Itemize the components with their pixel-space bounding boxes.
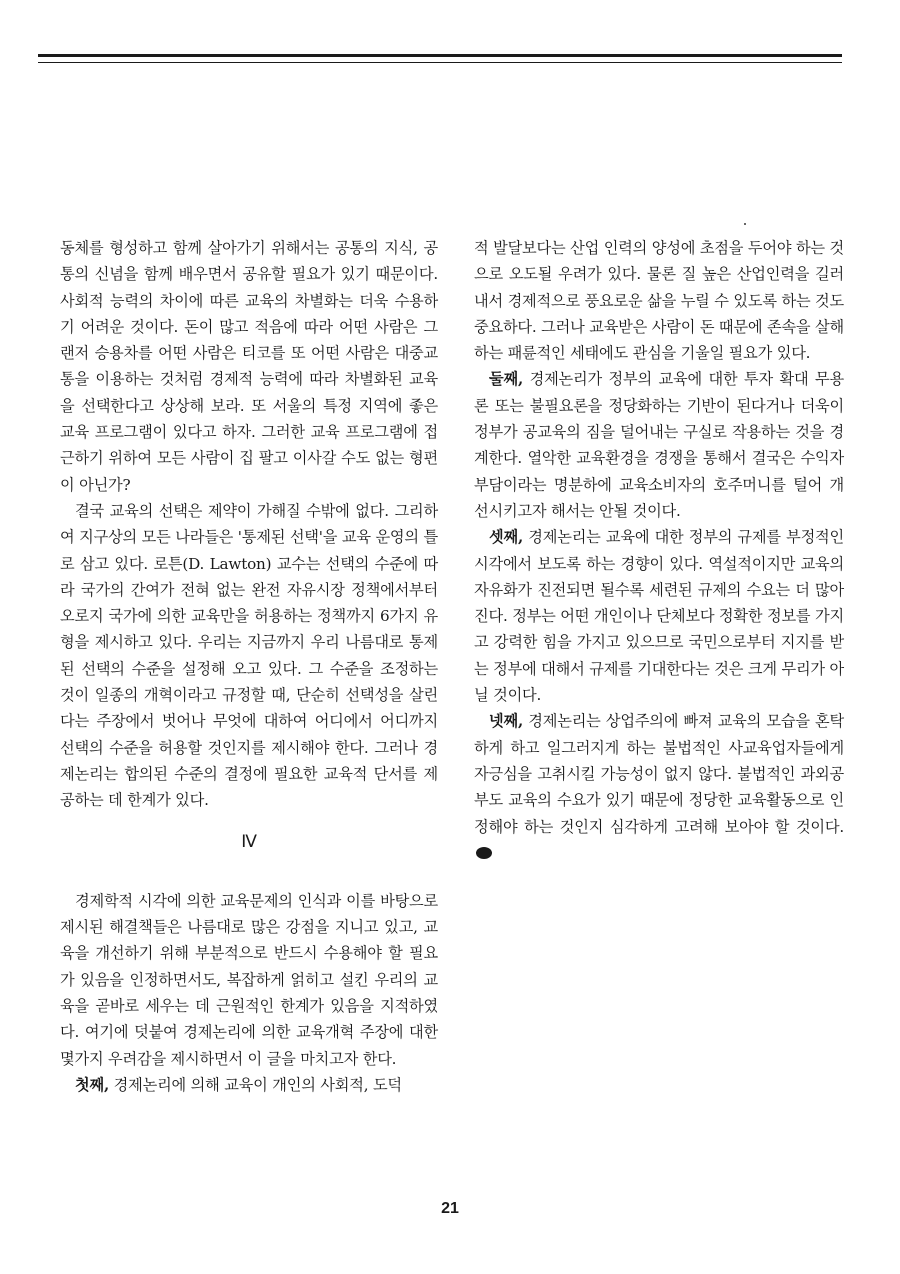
left-paragraph-4: [60, 1072, 438, 1098]
page-number: 21: [441, 1200, 459, 1217]
point-text-fourth: 경제논리는 상업주의에 빠져 교육의 모습을 혼탁하게 하고 일그러지게 하는 불법적인 사교육업자들에게 자긍심을 고취시킬 가능성이 없지 않다. 불법적인 과외공부도 교육의 수요가 있기 때문에 정당한 교육활동으로 인정해야 하는 것인지 심각하게 고려해 보아야 할 것이다.: [474, 712, 844, 836]
point-text-third: 경제논리는 교육에 대한 정부의 규제를 부정적인 시각에서 보도록 하는 경향이 있다. 역설적이지만 교육의 자유화가 진전되면 될수록 세련된 규제의 수요는 더 많아진다. 정부는 어떤 개인이나 단체보다 정확한 정보를 가지고 강력한 힘을 가지고 있으므로 국민으로부터 지지를 받는 정부에 대해서 규제를 기대한다는 것은 크게 무리가 아닐 것이다.: [474, 528, 844, 705]
point-lead-third: 셋째,: [489, 528, 524, 547]
end-of-article-icon: [476, 847, 492, 859]
right-paragraph-3: [474, 524, 844, 708]
right-paragraph-4: [474, 708, 844, 866]
right-paragraph-1: 적 발달보다는 산업 인력의 양성에 초점을 두어야 하는 것으로 오도될 우려가 있다. 물론 질 높은 산업인력을 길러내서 경제적으로 풍요로운 삶을 누릴 수 있도록 하는 것도 중요하다. 그러나 교육받은 사람이 돈 때문에 존속을 살해하는 패륜적인 세태에도 관심을 기울일 필요가 있다.: [474, 239, 844, 363]
header-rule-thick: [38, 54, 842, 57]
point-lead-fourth: 넷째,: [489, 712, 524, 731]
point-lead-first: 첫째,: [75, 1075, 110, 1094]
point-text-second: 경제논리가 정부의 교육에 대한 투자 확대 무용론 또는 불필요론을 정당화하는 기반이 된다거나 더욱이 정부가 공교육의 짐을 덜어내는 구실로 작용하는 것을 경계한다. 열악한 교육환경을 경쟁을 통해서 결국은 수익자 부담이라는 명분하에 교육소비자의 호주머니를 털어 개선시키고자 해서는 안될 것이다.: [474, 370, 844, 520]
section-heading: Ⅳ: [241, 831, 257, 851]
header-rule-thin: [38, 62, 842, 63]
point-lead-second: 둘째,: [489, 370, 524, 389]
left-paragraph-3: 경제학적 시각에 의한 교육문제의 인식과 이를 바탕으로 제시된 해결책들은 나름대로 많은 강점을 지니고 있고, 교육을 개선하기 위해 부분적으로 반드시 수용해야 할 필요가 있음을 인정하면서도, 복잡하게 얽히고 설킨 우리의 교육을 곧바로 세우는 데 근원적인 한계가 있음을 지적하였다. 여기에 덧붙여 경제논리에 의한 교육개혁 주장에 대한 몇가지 우려감을 제시하면서 이 글을 마치고자 한다.: [60, 891, 438, 1068]
right-paragraph-2: [474, 366, 844, 524]
left-column: [60, 235, 438, 1098]
print-speck: [744, 223, 746, 225]
left-paragraph-1: 동체를 형성하고 함께 살아가기 위해서는 공통의 지식, 공통의 신념을 함께 배우면서 공유할 필요가 있기 때문이다. 사회적 능력의 차이에 따른 교육의 차별화는 더욱 수용하기 어려운 것이다. 돈이 많고 적음에 따라 어떤 사람은 그랜저 승용차를 어떤 사람은 티코를 또 어떤 사람은 대중교통을 이용하는 것처럼 경제적 능력에 따라 차별화된 교육을 선택한다고 상상해 보라. 또 서울의 특정 지역에 좋은 교육 프로그램이 있다고 하자. 그러한 교육 프로그램에 접근하기 위하여 모든 사람이 집 팔고 이사갈 수도 없는 형편이 아닌가?: [60, 239, 438, 494]
point-text-first: 경제논리에 의해 교육이 개인의 사회적, 도덕: [109, 1075, 402, 1094]
right-column: [474, 235, 844, 866]
left-paragraph-2: 결국 교육의 선택은 제약이 가해질 수밖에 없다. 그리하여 지구상의 모든 나라들은 '통제된 선택'을 교육 운영의 틀로 삼고 있다. 로튼(D. Lawton) 교수는 선택의 수준에 따라 국가의 간여가 전혀 없는 완전 자유시장 정책에서부터 오로지 국가에 의한 교육만을 허용하는 정책까지 6가지 유형을 제시하고 있다. 우리는 지금까지 우리 나름대로 통제된 선택의 수준을 설정해 오고 있다. 그 수준을 조정하는 것이 일종의 개혁이라고 규정할 때, 단순히 선택성을 살린다는 주장에서 벗어나 무엇에 대하여 어디에서 어디까지 선택의 수준을 허용할 것인지를 제시해야 한다. 그러나 경제논리는 합의된 수준의 결정에 필요한 교육적 단서를 제공하는 데 한계가 있다.: [60, 501, 438, 810]
